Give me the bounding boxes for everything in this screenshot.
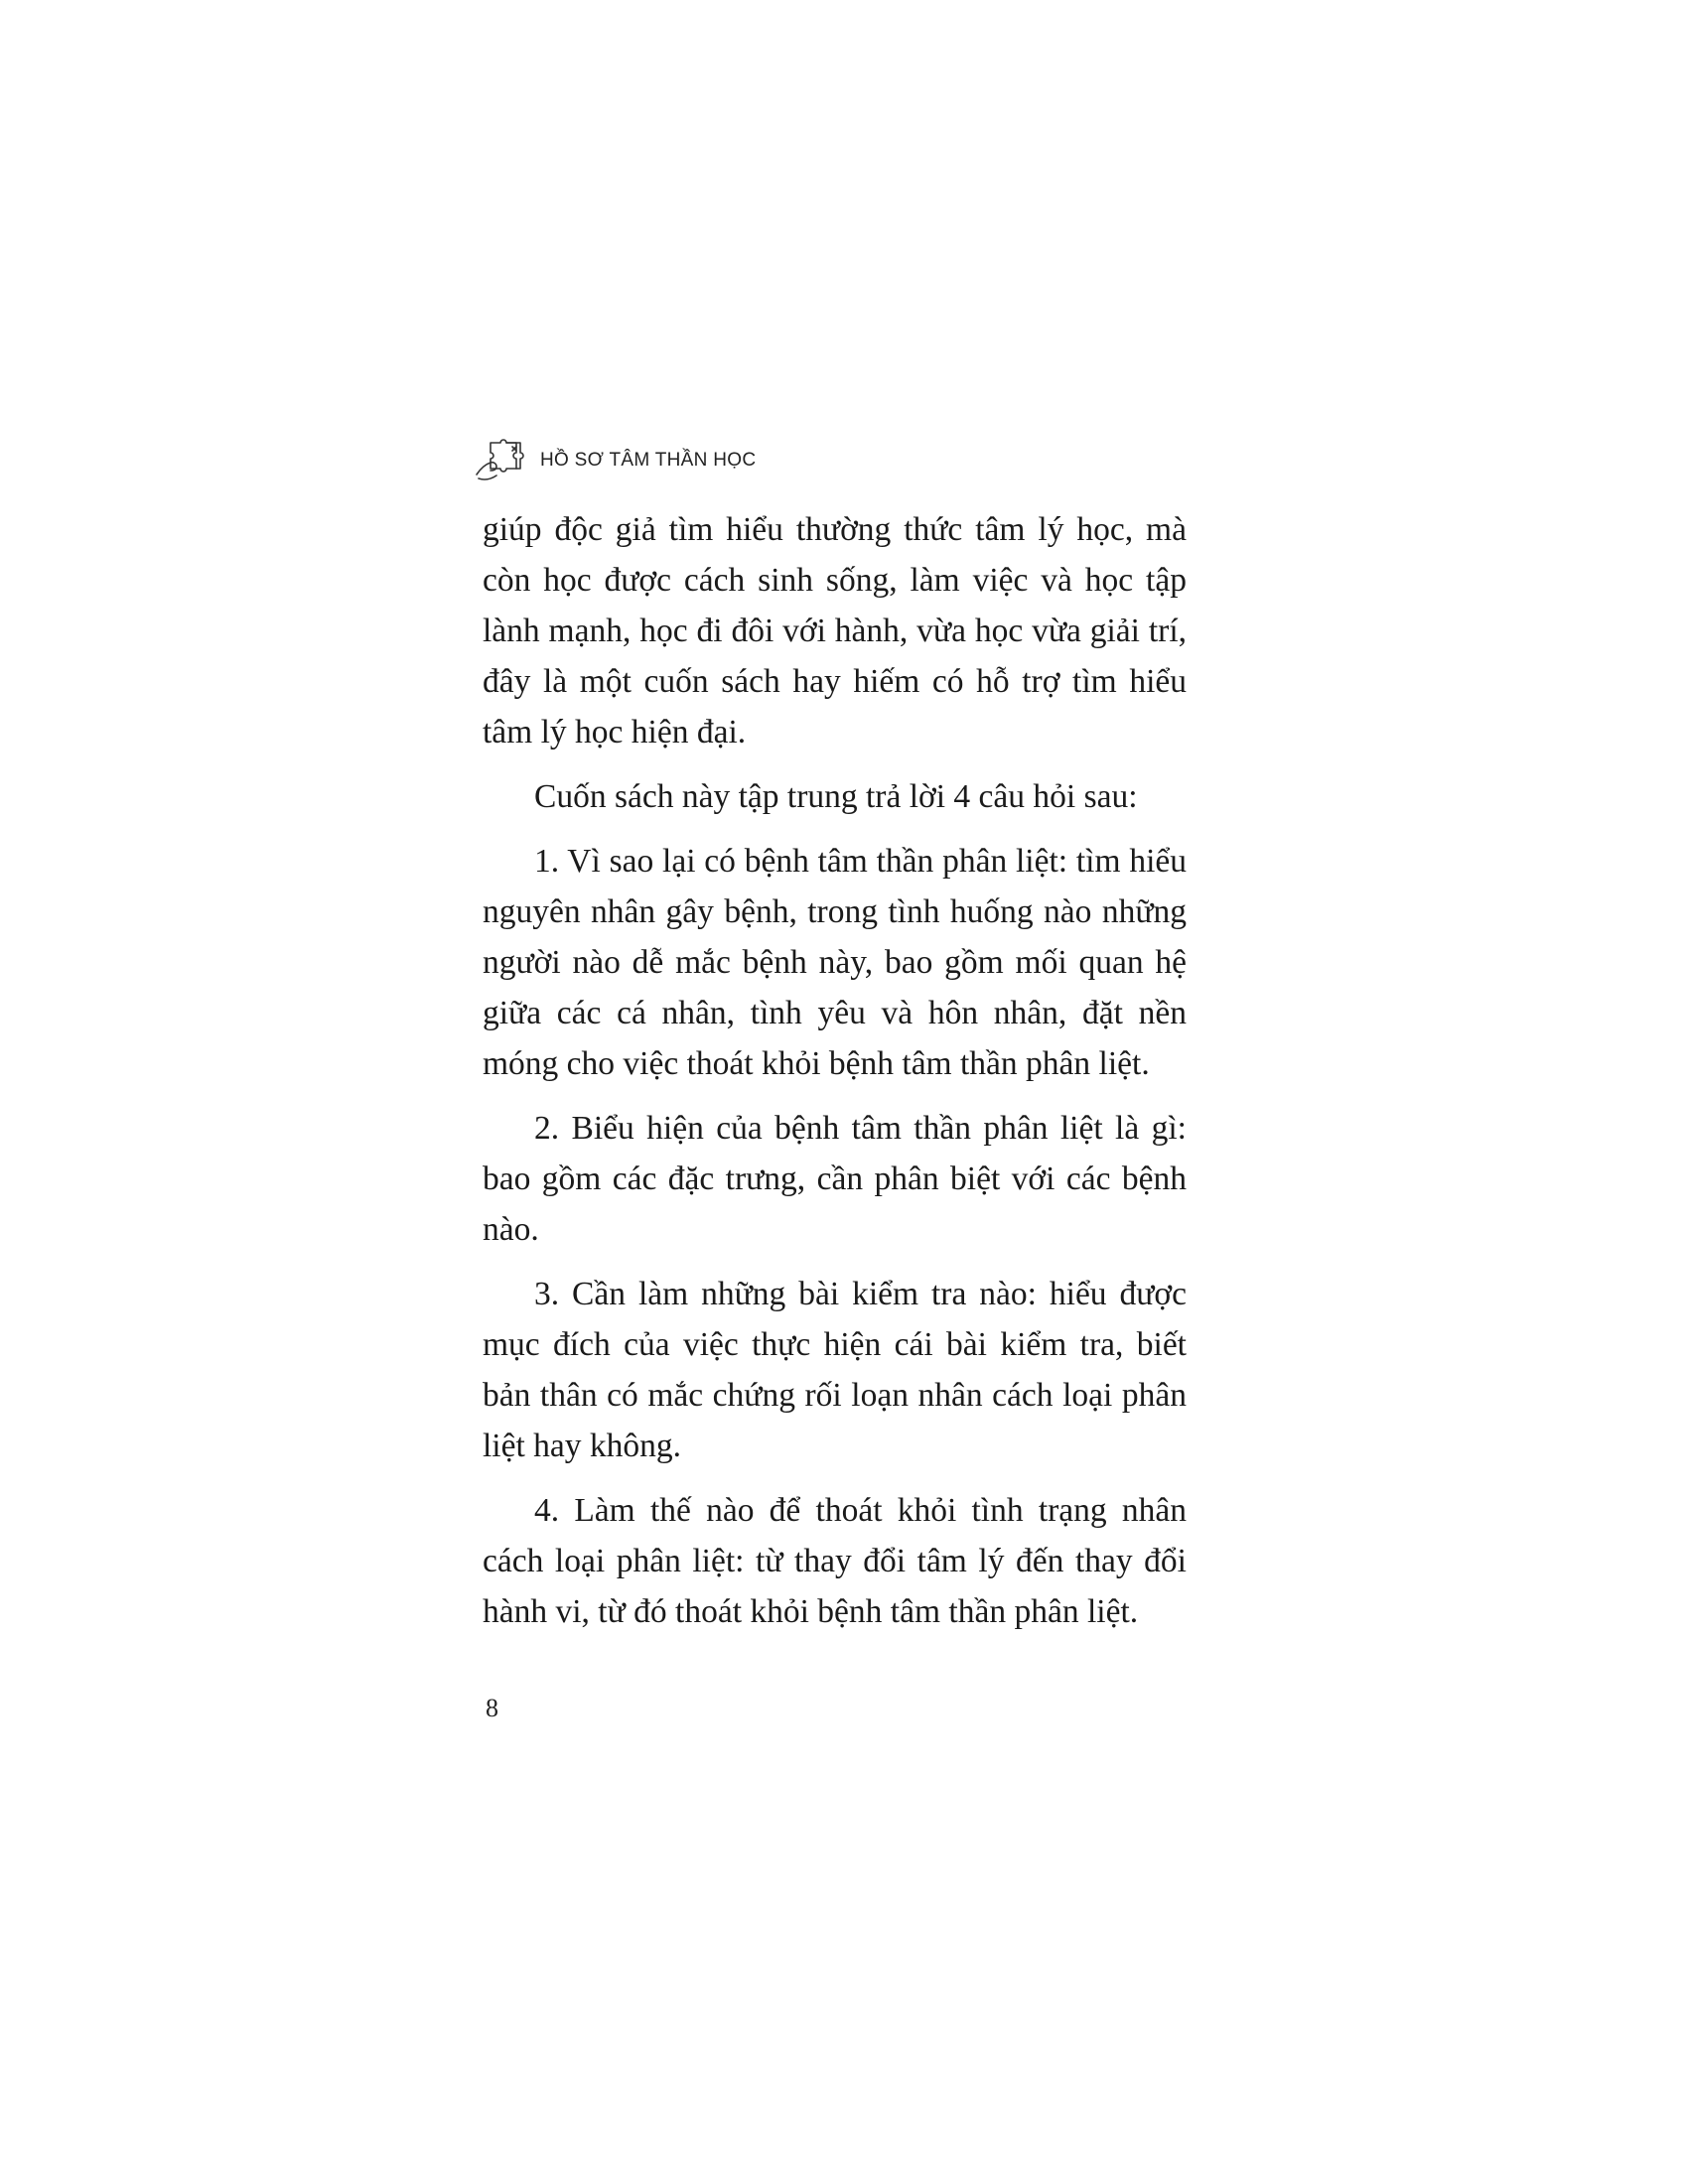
paragraph-continuation: giúp độc giả tìm hiểu thường thức tâm lý học, mà còn học được cách sinh sống, làm việc và học tập lành mạnh, học đi đôi với hành, vừa học vừa giải trí, đây là một cuốn sách hay hiếm có hỗ trợ tìm hiểu tâm lý học hiện đại. [483,511,1187,751]
body-text [483,504,1187,1637]
paragraph-question-1: 1. Vì sao lại có bệnh tâm thần phân liệt: tìm hiểu nguyên nhân gây bệnh, trong tình huống nào những người nào dễ mắc bệnh này, bao gồm mối quan hệ giữa các cá nhân, tình yêu và hôn nhân, đặt nền móng cho việc thoát khỏi bệnh tâm thần phân liệt. [483,843,1187,1082]
paragraph-question-2: 2. Biểu hiện của bệnh tâm thần phân liệt là gì: bao gồm các đặc trưng, cần phân biệt với các bệnh nào. [483,1110,1187,1248]
paragraph-question-3: 3. Cần làm những bài kiểm tra nào: hiểu được mục đích của việc thực hiện cái bài kiểm tra, biết bản thân có mắc chứng rối loạn nhân cách loại phân liệt hay không. [483,1276,1187,1464]
paragraph-intro: Cuốn sách này tập trung trả lời 4 câu hỏi sau: [534,778,1138,815]
running-header [473,429,756,484]
running-header-title: HỒ SƠ TÂM THẦN HỌC [540,450,757,471]
puzzle-hand-icon [473,429,532,484]
page-number: 8 [486,1694,498,1722]
paragraph-question-4: 4. Làm thế nào để thoát khỏi tình trạng nhân cách loại phân liệt: từ thay đổi tâm lý đến thay đổi hành vi, từ đó thoát khỏi bệnh tâm thần phân liệt. [483,1492,1187,1630]
